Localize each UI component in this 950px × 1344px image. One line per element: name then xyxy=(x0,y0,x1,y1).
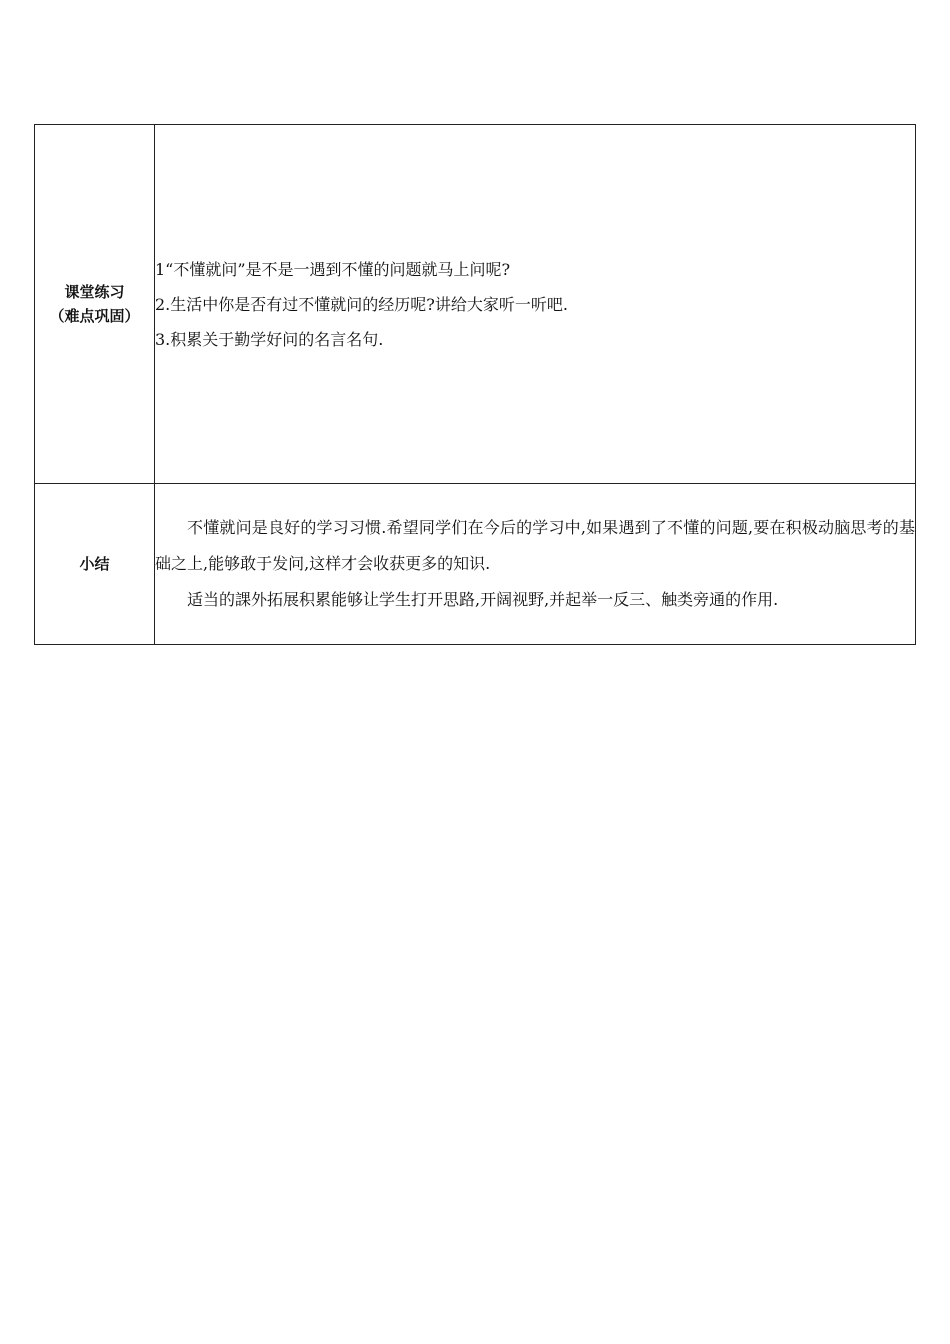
summary-paragraph-1: 不懂就问是良好的学习习惯.希望同学们在今后的学习中,如果遇到了不懂的问题,要在积极动脑思考的基础之上,能够敢于发问,这样才会收获更多的知识. xyxy=(155,518,915,573)
summary-content xyxy=(155,484,916,645)
classroom-practice-label: 课堂练习 xyxy=(64,283,125,301)
practice-question-3: 3.积累关于勤学好问的名言名句. xyxy=(155,329,384,349)
classroom-practice-content xyxy=(155,125,916,484)
classroom-practice-label-cell xyxy=(35,125,155,484)
summary-row xyxy=(35,484,916,645)
difficulty-consolidation-label: （难点巩固） xyxy=(49,307,140,325)
lesson-plan-table xyxy=(34,124,916,645)
classroom-practice-row xyxy=(35,125,916,484)
summary-label: 小结 xyxy=(79,555,110,573)
practice-question-2: 2.生活中你是否有过不懂就问的经历呢?讲给大家听一听吧. xyxy=(155,294,568,314)
summary-label-cell xyxy=(35,484,155,645)
summary-paragraph-2: 适当的課外拓展积累能够让学生打开思路,开阔视野,并起举一反三、触类旁通的作用. xyxy=(187,590,779,609)
practice-question-1: 1“不懂就问”是不是一遇到不懂的问题就马上问呢? xyxy=(155,259,511,279)
